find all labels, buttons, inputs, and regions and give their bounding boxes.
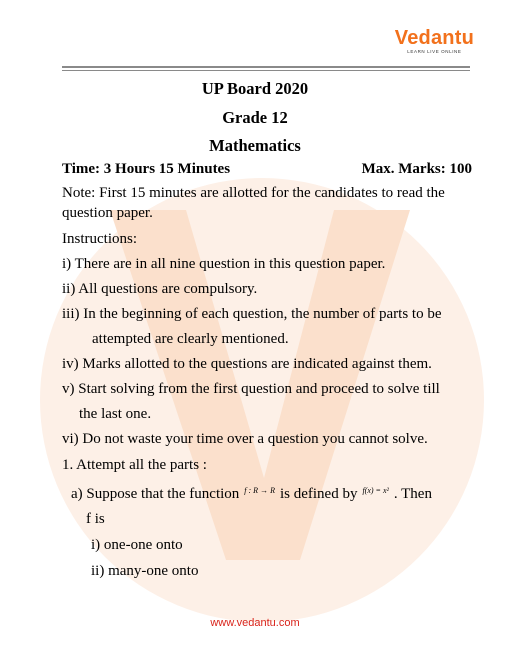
question-1a-text-3: . Then [393,486,432,502]
vedantu-logo [395,28,474,54]
instruction-4: iv) Marks allotted to the questions are indicated against them. [62,356,432,372]
note-line-2: question paper. [62,205,153,221]
instruction-2: ii) All questions are compulsory. [62,281,258,297]
instruction-1: i) There are in all nine question in this question paper. [62,256,386,272]
option-2: ii) many-one onto [91,563,199,579]
question-1a-text-2: is defined by [279,486,358,502]
option-1: i) one-one onto [91,537,183,553]
instruction-5-line-2: the last one. [79,406,152,422]
instructions-heading: Instructions: [62,231,137,247]
instruction-5-line-1: v) Start solving from the first question and proceed to solve till [62,381,440,397]
function-definition-math: f(x) = x² [362,486,389,495]
question-1-heading: 1. Attempt all the parts : [62,457,207,473]
question-1a-line-2: f is [86,511,105,527]
header-rule-thin [62,70,470,71]
subject-title: Mathematics [209,136,301,155]
logo-brand: Vedantu [394,27,474,49]
logo-tagline: LEARN LIVE ONLINE [407,49,462,54]
footer-url: www.vedantu.com [210,617,300,629]
function-mapping-math: f : R → R [244,486,275,495]
note-line-1: Note: First 15 minutes are allotted for the candidates to read the [62,185,445,201]
instruction-3-line-1: iii) In the beginning of each question, the number of parts to be [62,306,442,322]
max-marks-label: Max. Marks: 100 [361,161,472,177]
time-marks-row [62,161,472,178]
board-title: UP Board 2020 [201,79,309,98]
instruction-3-line-2: attempted are clearly mentioned. [92,331,289,347]
instruction-6: vi) Do not waste your time over a question you cannot solve. [62,431,428,447]
time-label: Time: 3 Hours 15 Minutes [62,161,231,177]
header-rule-thick [62,66,470,68]
question-1a-line-1 [71,485,432,505]
question-1a-text-1: a) Suppose that the function [71,486,240,502]
grade-title: Grade 12 [222,108,288,127]
